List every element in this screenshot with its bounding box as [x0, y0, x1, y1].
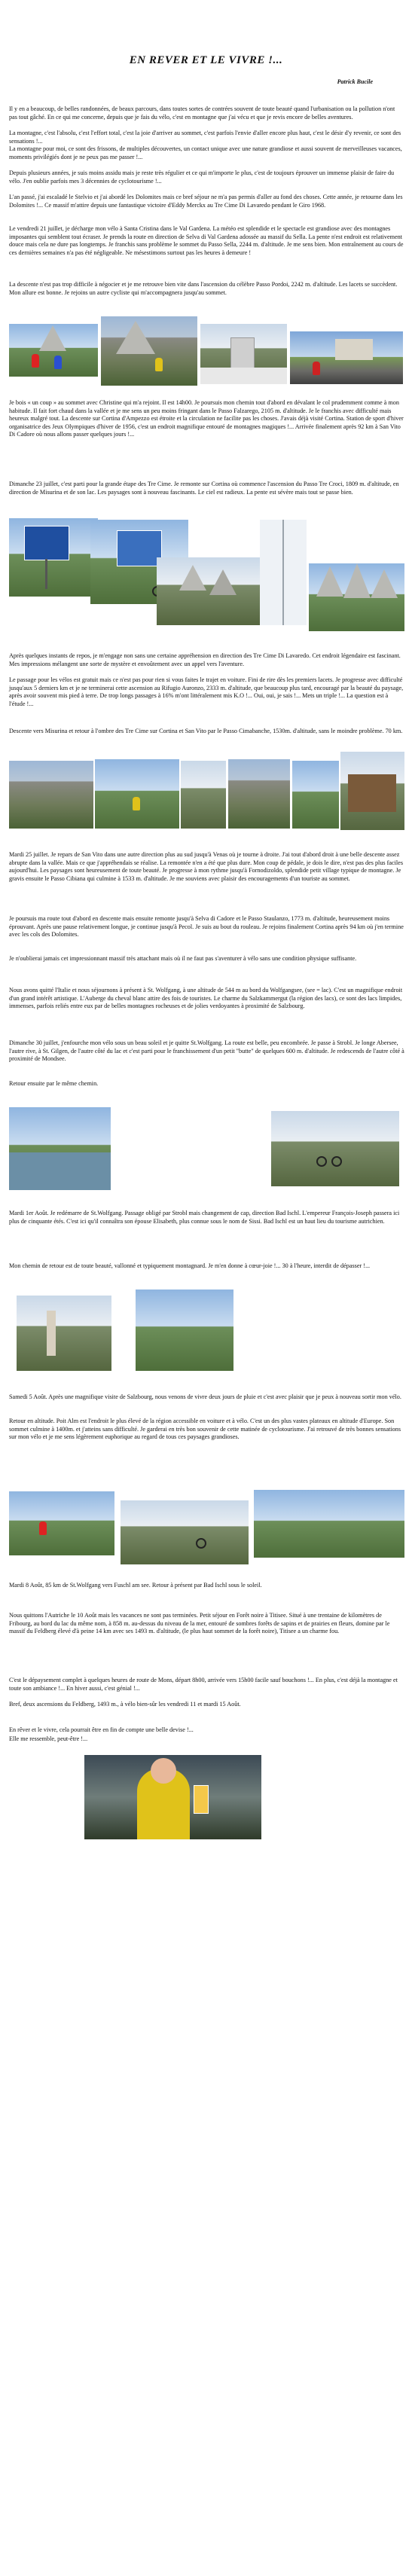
author-name: Patrick Bucile: [337, 78, 373, 85]
paragraph: La montagne pour moi, ce sont des frissons, de multiples découvertes, un contact unique avec une nature grandiose et aussi souvent de merveilleuses vacances, moments privilégiés dont je ne peux pas me passer !...: [9, 145, 402, 160]
paragraph: C'est le dépaysement complet à quelques heures de route de Mons, départ 8h00, arrivée vers 15h00 facile sauf bouchons !... En plus, c'est déjà la montagne et toute son ambiance !... En hiver aussi, c'est génial !...: [9, 1677, 398, 1692]
paragraph: Il y en a beaucoup, de belles randonnées, de beaux parcours, dans toutes sortes de contrées souvent de toute beauté quand l'urbanisation ou la pollution n'ont pas tout gâché. En ce qui me concerne, depuis que je fais du vélo, c'est en montagne que j'ai vécu et que je revis encore de belles aventures.: [9, 105, 395, 121]
cyclist-beer-photo: [84, 1755, 261, 1839]
pass-summit-photo: [290, 331, 403, 384]
village-road-photo: [181, 761, 226, 829]
lake-wolfgangsee-photo: [9, 1107, 111, 1190]
paragraph: Nous avons quitté l'Italie et nous séjournons à présent à St. Wolfgang, à une altitude de 544 m au bord du Wolfgangsee, (see = lac). C'est un magnifique endroit d'un grand intérêt artistique. L'Auberge du cheval blanc attire des fois de touristes. Le charme du Salzkammergut (la région des lacs), ce sont des lacs limpides, immenses, parfois reliés entre eux par de belles montagnes rocheuses et de jolies verdoyantes à proximité de Salzbourg.: [9, 987, 403, 1009]
paragraph: Je n'oublierai jamais cet impressionnant massif très attachant mais où il ne faut pas s'aventurer à vélo sans une condition physique suffisante.: [9, 955, 357, 962]
paragraph: Après quelques instants de repos, je m'engage non sans une certaine appréhension en direction des Tre Cime Di Lavaredo. Cet endroit légendaire est fascinant. Mes impressions mélangent une sorte de mystère et envoûtement avec un appel vers l'aventure.: [9, 652, 401, 667]
postalm-road-photo: [9, 1491, 114, 1555]
rifugio-photo: [9, 761, 93, 829]
paragraph: Dimanche 30 juillet, j'enfourche mon vélo sous un beau soleil et je quitte St.Wolfgang. La route est belle, peu encombrée. Je passe à Strobl. Je longe Abersee, l'autre rive, à St. Gilgen, de l'autre côté du lac et c'est parti pour le franchissement d'un petit "butte" de quelques 600 m. d'altitude. Je redescends de l'autre côté à proximité de Mondsee.: [9, 1039, 404, 1062]
paragraph: Nous quittons l'Autriche le 10 Août mais les vacances ne sont pas terminées. Petit séjour en Forêt noire à Titisee. Situé à une trentaine de kilomètres de Fribourg, au bord du lac du même nom, à 858 m. au-dessus du niveau de la mer, entouré de sombres forêts de sapins et de prairies en fleurs, domine par le massif du Feldberg élevé d'à peine 14 km avec ses 1493 m. d'altitude, (le plus haut sommet de la forêt noire), Titisee a un charme fou.: [9, 1612, 390, 1634]
paragraph: Retour en altitude. Poit Alm est l'endroit le plus élevé de la région accessible en voiture et à vélo. C'est un des plus vastes plateaux en altitude d'Europe. Son sommet culmine à 1400m. et j'atteins sans difficulté. Je garderai en très bon souvenir de cette matinée de cyclotourisme. J'ai retrouvé de très bonnes sensations sur mon vélo et je me sens légèrement euphorique au regard de tous ces paysages grandioses.: [9, 1418, 401, 1440]
paragraph: La descente n'est pas trop difficile à négocier et je me retrouve bien vite dans l'ascension du célèbre Passo Pordoi, 2242 m. d'altitude. Les lacets se succèdent. Mon allure est bonne. Je rejoins un autre cycliste qui m'accompagnera jusqu'au sommet.: [9, 281, 398, 296]
paragraph: La montagne, c'est l'absolu, c'est l'effort total, c'est la joie d'arriver au sommet, c'est parfois l'envie d'aller encore plus haut, c'est le désir d'y revenir, ce sont des sensations !...: [9, 130, 401, 145]
paragraph: Bref, deux ascensions du Feldberg, 1493 m., à vélo bien-sûr les vendredi 11 et mardi 15 Août.: [9, 1701, 241, 1708]
paragraph: Depuis plusieurs années, je suis moins assidu mais je reste très régulier et ce qui m'importe le plus, c'est de toujours éprouver un immense plaisir de faire du vélo. J'en oublie parfois mes 3 décennies de cyclotourisme !...: [9, 169, 395, 185]
monument-photo: [200, 324, 287, 384]
paragraph: Mardi 25 juillet. Je repars de San Vito dans une autre direction plus au sud jusqu'à Venas où je tourne à droite. J'ai tout d'abord droit à une belle descente assez abrupte dans la vallée. Mais ce que j'appréhendais se réalise. La remontée n'en a été que plus dure. Mon coup de pédale, je dois le dire, n'est pas des plus faciles aujourd'hui. Les paysages sont heureusement de toute beauté. Je progresse à mon rythme jusqu'à Fornodizoldo, splendide petit village typique de montagne. Je gravis ensuite le Passo Cibiana qui culmine à 1533 m. d'altitude. Je me souviens avec plaisir des encouragements d'un touriste au sommet.: [9, 851, 404, 882]
village-square-photo: [136, 1290, 233, 1371]
chalet-photo: [340, 752, 404, 830]
paragraph: Samedi 5 Août. Après une magnifique visite de Salzbourg, nous venons de vivre deux jours de pluie et c'est avec plaisir que je peux à nouveau sortir mon vélo.: [9, 1393, 401, 1400]
road-sign-photo: [9, 518, 98, 597]
paragraph: Descente vers Misurina et retour à l'ombre des Tre Cime sur Cortina et San Vito par le Passo Cimabanche, 1530m. d'altitude, sans le moindre problème. 70 km.: [9, 728, 403, 734]
paragraph: Elle me ressemble, peut-être !...: [9, 1735, 88, 1742]
paragraph: Mardi 8 Août, 85 km de St.Wolfgang vers Fuschl am see. Retour à présent par Bad Ischl sous le soleil.: [9, 1582, 262, 1589]
paragraph: Mardi 1er Août. Je redémarre de St.Wolfgang. Passage obligé par Strobl mais changement de cap, direction Bad Ischl. L'empereur François-Joseph passera ici plus de cinquante étés. C'est ici qu'il connaîtra son épouse Elisabeth, plus connue sous le nom de Sissi. Bad Ischl est un haut lieu du tourisme autrichien.: [9, 1210, 400, 1225]
paragraph: Retour ensuite par le même chemin.: [9, 1080, 99, 1087]
mountain-cliff-photo: [228, 759, 290, 829]
paragraph: Je poursuis ma route tout d'abord en descente mais ensuite remonte jusqu'à Selva di Cadore et le Passo Staulanzo, 1773 m. d'altitude, heureusement moins éprouvant. Après une pause relativement longue, je continue jusqu'à Pecol. Je suis au bout du rouleau. Je rejoins finalement Cortina après 94 km où j'en termine avec les cols des Dolomites.: [9, 915, 404, 938]
forest-road-photo: [254, 1490, 404, 1558]
document-title: EN REVER ET LE VIVRE !...: [129, 54, 283, 66]
paragraph: Le passage pour les vélos est gratuit mais ce n'est pas pour rien si vous faites le trajet en voiture. Fini de rire dès les premiers lacets. Je progresse avec difficulté jusqu'aux 5 derniers km et je ne terminerai cette ascension au Rifugio Auronzo, 2333 m. d'altitude, que beaucoup plus tard, encouragé par la beauté du paysage, après avoir souvent mis pied à terre. De trop longs passages à 16% m'ont littéralement mis K.O !... Oui, oui, je sais !... Mets un triple !... La question est à l'étude !...: [9, 676, 404, 707]
lake-mountain-photo: [157, 557, 262, 625]
alpine-meadow-photo: [121, 1500, 249, 1564]
cyclists-road-photo: [9, 324, 98, 377]
valley-cyclist-photo: [95, 759, 179, 829]
paragraph: Mon chemin de retour est de toute beauté, vallonné et typiquement montagnard. Je m'en donne à cœur-joie !... 30 à l'heure, interdit de dépasser !...: [9, 1262, 371, 1269]
peaks-panorama-photo: [309, 563, 404, 631]
paragraph: Je bois « un coup » au sommet avec Christine qui m'a rejoint. Il est 14h00. Je poursuis mon chemin tout d'abord en dévalant le col prudemment comme à mon habitude. Il fait fort chaud dans la vallée et je me sens un peu moins fringant dans le Passo Falzarego, 2105 m. d'altitude. Je le franchis avec difficulté mais heureux malgré tout. La descente sur Cortina d'Ampezzo est étroite et la circulation ne facilite pas les choses. J'avais déjà visité Cortina. Station de sport d'hiver organisatrice des Jeux Olympiques d'hiver de 1956, c'est un endroit magnifique entouré de montagnes magiques !... Arrivée finalement après 92 km à San Vito Di Cadore où nous allons passer quelques jours !...: [9, 399, 404, 438]
paragraph: En rêver et le vivre, cela pourrait être en fin de compte une belle devise !...: [9, 1726, 194, 1733]
flagpole-photo: [260, 520, 307, 625]
bike-mountain-photo: [271, 1111, 399, 1186]
paragraph: Dimanche 23 juillet, c'est parti pour la grande étape des Tre Cime. Je remonte sur Cortina où commence l'ascension du Passo Tre Croci, 1809 m. d'altitude, en direction de Misurina et de son lac. Les paysages sont à nouveau fascinants. Le ciel est radieux. La pente est sévère mais tout se passe bien.: [9, 481, 399, 496]
peak-view-photo: [292, 761, 339, 829]
paragraph: Le vendredi 21 juillet, je décharge mon vélo à Santa Cristina dans le Val Gardena. La météo est splendide et le spectacle est grandiose avec des montagnes imposantes qui semblent tout écraser. Je prends la route en direction de Selva di Val Gardena adossée au massif du Sella. La pente n'est endroit est relativement douce mais cela ne dure pas longtemps. Je franchis sans problème le sommet du Passo Sella, 2244 m. d'altitude. Je me sens bien. Mon entraînement au cours de ces dernières semaines n'a pas été négligeable. Ne mésestimons surtout pas les heures à demeure !: [9, 225, 404, 256]
cyclist-mountain-photo: [101, 316, 197, 386]
bad-ischl-church-photo: [17, 1296, 111, 1371]
paragraph: L'an passé, j'ai escaladé le Stelvio et j'ai abordé les Dolomites mais ce bref séjour ne m'a pas permis d'aller au fond des choses. Cette année, je retourne dans les Dolomites !... Ce massif m'attire depuis une fantastique victoire d'Eddy Merckx au Tre Cime Di Lavaredo pendant le Giro 1968.: [9, 194, 403, 209]
